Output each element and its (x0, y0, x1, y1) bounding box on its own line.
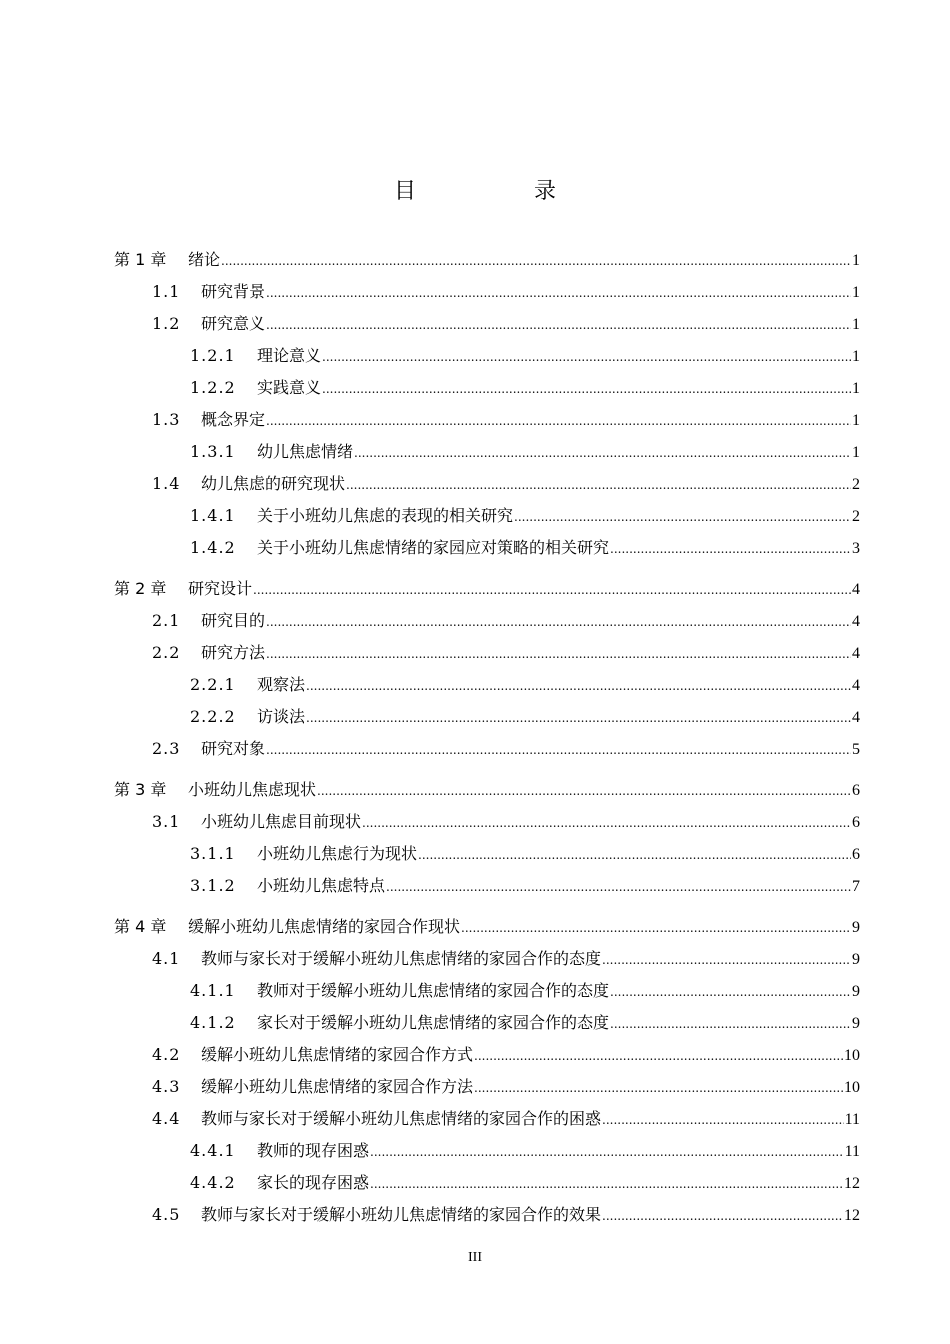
toc-entry[interactable] (152, 404, 860, 436)
toc-entry-page: 1 (852, 252, 860, 269)
dot-leader (602, 944, 851, 976)
dot-leader (602, 1200, 843, 1232)
toc-entry[interactable] (152, 637, 860, 669)
dot-leader (346, 469, 851, 501)
toc-entry-title: 观察法 (257, 675, 306, 694)
toc-entry[interactable] (190, 436, 860, 468)
dot-leader (266, 405, 851, 437)
toc-entry-title: 缓解小班幼儿焦虑情绪的家园合作方法 (201, 1077, 474, 1096)
toc-entry-number: 第 4 章 (114, 917, 167, 936)
toc-entry-number: 第 3 章 (114, 780, 167, 799)
dot-leader (266, 309, 851, 341)
toc-entry-number: 第 2 章 (114, 579, 167, 598)
dot-leader (266, 734, 851, 766)
toc-entry-title: 缓解小班幼儿焦虑情绪的家园合作方式 (201, 1045, 474, 1064)
toc-entry-title: 家长对于缓解小班幼儿焦虑情绪的家园合作的态度 (257, 1013, 610, 1032)
toc-entry[interactable] (152, 943, 860, 975)
toc-entry-title: 研究意义 (201, 314, 266, 333)
toc-entry-number: 1.1 (152, 282, 181, 301)
toc-entry[interactable] (152, 468, 860, 500)
page-title: 目 录 (393, 179, 604, 204)
toc-entry-page: 12 (844, 1175, 860, 1192)
toc-entry-page: 3 (852, 540, 860, 557)
toc-entry-page: 4 (852, 709, 860, 726)
toc-entry[interactable] (114, 244, 860, 276)
toc-entry-title: 关于小班幼儿焦虑的表现的相关研究 (257, 506, 514, 525)
dot-leader (266, 606, 851, 638)
toc-entry-number: 1.4 (152, 474, 181, 493)
toc-entry-page: 4 (852, 677, 860, 694)
toc-entry-page: 10 (844, 1047, 860, 1064)
toc-entry-number: 2.3 (152, 739, 181, 758)
toc-entry-title: 小班幼儿焦虑目前现状 (201, 812, 362, 831)
toc-entry-number: 4.2 (152, 1045, 181, 1064)
dot-leader (461, 912, 851, 944)
toc-entry-title: 研究设计 (188, 579, 253, 598)
toc-entry-title: 研究方法 (201, 643, 266, 662)
toc-entry[interactable] (190, 340, 860, 372)
toc-entry-number: 4.4.1 (190, 1141, 236, 1160)
page-number-footer: III (468, 1250, 482, 1265)
toc-entry-page: 2 (852, 508, 860, 525)
toc-entry-title: 绪论 (188, 250, 221, 269)
toc-entry-number: 3.1 (152, 812, 181, 831)
dot-leader (610, 1008, 851, 1040)
toc-entry-number: 1.3 (152, 410, 181, 429)
toc-entry-page: 11 (844, 1111, 860, 1128)
dot-leader (354, 437, 851, 469)
toc-entry[interactable] (152, 733, 860, 765)
toc-entry-title: 教师与家长对于缓解小班幼儿焦虑情绪的家园合作的困惑 (201, 1109, 602, 1128)
dot-leader (474, 1072, 843, 1104)
toc-entry[interactable] (190, 975, 860, 1007)
toc-entry-title: 教师与家长对于缓解小班幼儿焦虑情绪的家园合作的效果 (201, 1205, 602, 1224)
toc-entry-page: 4 (852, 645, 860, 662)
toc-entry[interactable] (152, 308, 860, 340)
toc-entry[interactable] (152, 1199, 860, 1231)
toc-entry-page: 1 (852, 284, 860, 301)
toc-entry-page: 1 (852, 412, 860, 429)
toc-entry[interactable] (190, 1167, 860, 1199)
toc-entry-page: 4 (852, 613, 860, 630)
toc-entry-page: 1 (852, 348, 860, 365)
toc-entry-number: 1.2.2 (190, 378, 236, 397)
toc-entry[interactable] (152, 1071, 860, 1103)
toc-entry[interactable] (190, 500, 860, 532)
toc-entry-title: 关于小班幼儿焦虑情绪的家园应对策略的相关研究 (257, 538, 610, 557)
toc-entry[interactable] (152, 806, 860, 838)
toc-entry-page: 1 (852, 316, 860, 333)
dot-leader (418, 839, 851, 871)
dot-leader (610, 976, 851, 1008)
toc-entry-title: 家长的现存困惑 (257, 1173, 370, 1192)
toc-entry[interactable] (114, 573, 860, 605)
toc-entry-page: 6 (852, 814, 860, 831)
toc-entry[interactable] (190, 838, 860, 870)
toc-entry[interactable] (152, 1103, 860, 1135)
dot-leader (386, 871, 851, 903)
toc-entry-number: 1.4.2 (190, 538, 236, 557)
toc-entry-number: 1.4.1 (190, 506, 236, 525)
dot-leader (253, 574, 851, 606)
dot-leader (306, 670, 851, 702)
toc-entry-page: 9 (852, 1015, 860, 1032)
toc-entry-number: 1.2 (152, 314, 181, 333)
toc-entry-number: 2.1 (152, 611, 181, 630)
dot-leader (266, 277, 851, 309)
dot-leader (317, 775, 851, 807)
toc-entry-title: 教师的现存困惑 (257, 1141, 370, 1160)
toc-entry[interactable] (190, 870, 860, 902)
toc-entry[interactable] (190, 532, 860, 564)
toc-entry[interactable] (190, 372, 860, 404)
toc-entry-title: 小班幼儿焦虑行为现状 (257, 844, 418, 863)
toc-entry[interactable] (190, 1135, 860, 1167)
dot-leader (322, 341, 851, 373)
toc-entry-page: 6 (852, 846, 860, 863)
dot-leader (474, 1040, 843, 1072)
toc-entry-title: 幼儿焦虑的研究现状 (201, 474, 346, 493)
toc-entry-title: 教师对于缓解小班幼儿焦虑情绪的家园合作的态度 (257, 981, 610, 1000)
dot-leader (370, 1136, 844, 1168)
dot-leader (370, 1168, 843, 1200)
toc-entry-number: 4.1 (152, 949, 181, 968)
toc-entry[interactable] (152, 1039, 860, 1071)
toc-entry[interactable] (114, 911, 860, 943)
toc-entry-number: 4.1.2 (190, 1013, 236, 1032)
dot-leader (514, 501, 851, 533)
dot-leader (306, 702, 851, 734)
toc-entry-title: 理论意义 (257, 346, 322, 365)
toc-entry-number: 4.4.2 (190, 1173, 236, 1192)
toc-entry-title: 实践意义 (257, 378, 322, 397)
toc-entry-page: 5 (852, 741, 860, 758)
toc-entry-page: 9 (852, 983, 860, 1000)
toc-entry-title: 教师与家长对于缓解小班幼儿焦虑情绪的家园合作的态度 (201, 949, 602, 968)
dot-leader (221, 245, 851, 277)
toc-entry-number: 2.2.1 (190, 675, 236, 694)
toc-entry-number: 2.2 (152, 643, 181, 662)
toc-entry-page: 2 (852, 476, 860, 493)
toc-entry[interactable] (114, 774, 860, 806)
dot-leader (602, 1104, 844, 1136)
toc-entry-number: 1.2.1 (190, 346, 236, 365)
toc-entry-number: 1.3.1 (190, 442, 236, 461)
toc-entry-title: 小班幼儿焦虑现状 (188, 780, 317, 799)
toc-entry-page: 4 (852, 581, 860, 598)
dot-leader (322, 373, 851, 405)
toc-entry-number: 4.4 (152, 1109, 181, 1128)
toc-entry-title: 幼儿焦虑情绪 (257, 442, 354, 461)
toc-entry-title: 小班幼儿焦虑特点 (257, 876, 386, 895)
toc-entry-title: 缓解小班幼儿焦虑情绪的家园合作现状 (188, 917, 461, 936)
toc-entry-page: 11 (844, 1143, 860, 1160)
toc-entry-page: 12 (844, 1207, 860, 1224)
toc-entry-number: 3.1.2 (190, 876, 236, 895)
toc-entry-title: 概念界定 (201, 410, 266, 429)
toc-entry-number: 2.2.2 (190, 707, 236, 726)
toc-entry-title: 研究目的 (201, 611, 266, 630)
toc-entry[interactable] (190, 1007, 860, 1039)
toc-entry-page: 9 (852, 919, 860, 936)
toc-entry[interactable] (190, 669, 860, 701)
toc-entry-page: 9 (852, 951, 860, 968)
toc-entry-title: 研究对象 (201, 739, 266, 758)
dot-leader (610, 533, 851, 565)
toc-entry-page: 7 (852, 878, 860, 895)
toc-entry-title: 访谈法 (257, 707, 306, 726)
toc-entry-number: 4.5 (152, 1205, 181, 1224)
toc-entry-page: 10 (844, 1079, 860, 1096)
toc-entry-page: 6 (852, 782, 860, 799)
toc-entry-number: 3.1.1 (190, 844, 236, 863)
dot-leader (362, 807, 851, 839)
toc-entry[interactable] (152, 605, 860, 637)
toc-entry-number: 第 1 章 (114, 250, 167, 269)
toc-entry-title: 研究背景 (201, 282, 266, 301)
toc-entry[interactable] (152, 276, 860, 308)
toc-entry-page: 1 (852, 380, 860, 397)
dot-leader (266, 638, 851, 670)
toc-entry-number: 4.1.1 (190, 981, 236, 1000)
toc-entry-number: 4.3 (152, 1077, 181, 1096)
toc-entry[interactable] (190, 701, 860, 733)
toc-entry-page: 1 (852, 444, 860, 461)
